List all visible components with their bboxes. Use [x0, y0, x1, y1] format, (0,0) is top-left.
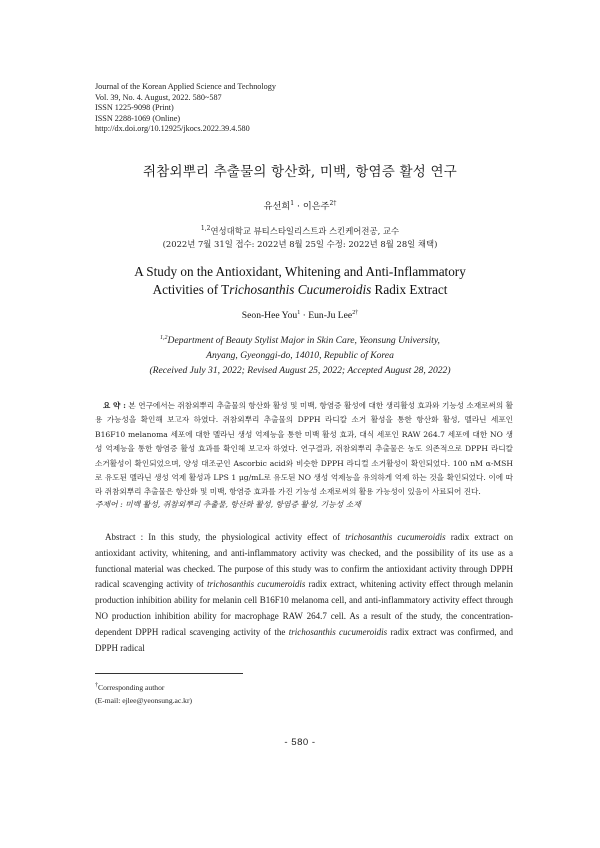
english-affiliation-line-1: Department of Beauty Stylist Major in Skin Care, Yeonsung University, — [167, 335, 440, 346]
korean-author-2-sup: 2† — [329, 199, 337, 207]
english-affiliation-block — [0, 333, 600, 378]
english-author-separator: · — [300, 310, 309, 321]
korean-abstract-label: 요 약 : — [103, 401, 126, 410]
english-title-line-1: A Study on the Antioxidant, Whitening and Anti-Inflammatory — [134, 264, 466, 279]
korean-author-2: 이은주 — [302, 201, 330, 212]
english-author-1-sup: 1 — [297, 309, 301, 316]
korean-affiliation-sup: 1,2 — [200, 225, 211, 233]
english-abstract-part-4: radix extract was confirmed, and DPPH radical — [95, 626, 513, 653]
footnote-mark: † — [95, 682, 98, 689]
korean-author-1-sup: 1 — [290, 199, 295, 207]
english-affiliation-sup: 1,2 — [160, 334, 168, 341]
english-author-2-sup: 2† — [352, 309, 359, 316]
species-name-3: trichosanthis cucumeroidis — [288, 626, 388, 637]
english-author-2: Eun-Ju Lee — [308, 310, 353, 321]
footnote-email: (E-mail: ejlee@yeonsung.ac.kr) — [95, 696, 193, 705]
english-title-line-2-pre: Activities of T — [152, 282, 230, 297]
species-name-1: trichosanthis cucumeroidis — [345, 532, 446, 542]
korean-keywords: 주제어 : 미백 활성, 쥐참외뿌리 추출물, 항산화 활성, 항염증 활성, 기능성 소재 — [95, 500, 361, 509]
korean-dates: (2022년 7월 31일 접수: 2022년 8월 25일 수정: 2022년 8월 28일 채택) — [162, 239, 438, 249]
journal-header — [95, 82, 515, 135]
english-affiliation-line-2: Anyang, Gyeonggi-do, 14010, Republic of Korea — [206, 350, 394, 361]
english-title-species: richosanthis Cucumeroidis — [229, 282, 372, 297]
english-title — [0, 263, 600, 299]
korean-author-1: 유선희 — [263, 201, 291, 212]
english-title-line-2-post: Radix Extract — [371, 282, 448, 297]
korean-authors — [0, 198, 600, 212]
english-abstract-part-3: radix extract, whitening activity effect through melanin production inhibition ability for melanin cell B16F10 melanoma cell, and anti-inflammatory activity effect through NO production inhibition ability for macrophage RAW 264.7 cell. As a result of the study, the concentration-dependent DPPH radical scavenging activity of the — [95, 579, 513, 637]
english-abstract — [95, 530, 513, 656]
korean-abstract — [95, 399, 513, 500]
english-authors — [0, 310, 600, 321]
issn-online: ISSN 2288-1069 (Online) — [95, 113, 181, 123]
doi-link[interactable]: http://dx.doi.org/10.12925/jkocs.2022.39.4.580 — [95, 124, 250, 134]
english-abstract-part-1: In this study, the physiological activity effect of — [143, 532, 346, 542]
english-dates: (Received July 31, 2022; Revised August 25, 2022; Accepted August 28, 2022) — [149, 365, 451, 376]
english-author-1: Seon-Hee You — [241, 310, 298, 321]
species-name-2: trichosanthis cucumeroidis — [207, 579, 306, 590]
footnote-corresponding: Corresponding author — [98, 683, 165, 692]
korean-abstract-text: 본 연구에서는 쥐참외뿌리 추출물의 항산화 활성 및 미백, 항염증 활성에 대한 생리활성 효과와 기능성 소재로써의 활용 가능성을 확인해 보고자 하였다. 쥐참외뿌리 추출물의 DPPH 라디칼 소거 활성을 통한 항산화 활성, 멜라닌 세포인 B16F10 melanoma 세포에 대한 멜라닌 생성 억제능을 통한 미백 활성 효과, 대식 세포인 RAW 264.7 세포에 대한 NO 생성 억제능을 통한 항염증 활성 효과를 확인해 보고자 하였다. 연구결과, 쥐참외뿌리 추출물은 농도 의존적으로 DPPH 라디칼 소거활성이 확인되었으며, 양성 대조군인 Ascorbic acid와 비슷한 DPPH 라디컬 소거활성이 확인되었다. 100 nM α-MSH로 유도된 멜라닌 생성 억제 활성과 LPS 1 μg/mL로 유도된 NO 생성 억제능을 유의하게 억제 하는 것을 확인되었다. 이에 따라 쥐참외뿌리 추출물은 항산화 및 미백, 항염증 효과를 가진 기능성 소재로써의 활용 가능성이 있음이 사료되어 진다. — [95, 401, 513, 497]
journal-volume: Vol. 39, No. 4. August, 2022. 580~587 — [95, 92, 222, 102]
korean-affiliation: 연성대학교 뷰티스타일리스트과 스킨케어전공, 교수 — [210, 226, 400, 236]
english-abstract-label: Abstract : — [105, 532, 144, 542]
english-abstract-part-2: radix extract on antioxidant activity, whitening, and anti-inflammatory activity was checked, and the possibility of its use as a functional material was checked. The purpose of this study was to confirm the antioxidant activity through DPPH radical scavenging activity of — [95, 532, 513, 590]
issn-print: ISSN 1225-9098 (Print) — [95, 103, 174, 113]
footnote — [95, 681, 395, 707]
footnote-divider — [95, 673, 243, 674]
korean-affiliation-block — [0, 225, 600, 251]
journal-name: Journal of the Korean Applied Science and Technology — [95, 82, 276, 91]
page-number: - 580 - — [284, 737, 316, 748]
author-separator: · — [294, 201, 303, 212]
korean-title: 쥐참외뿌리 추출물의 항산화, 미백, 항염증 활성 연구 — [143, 164, 457, 180]
